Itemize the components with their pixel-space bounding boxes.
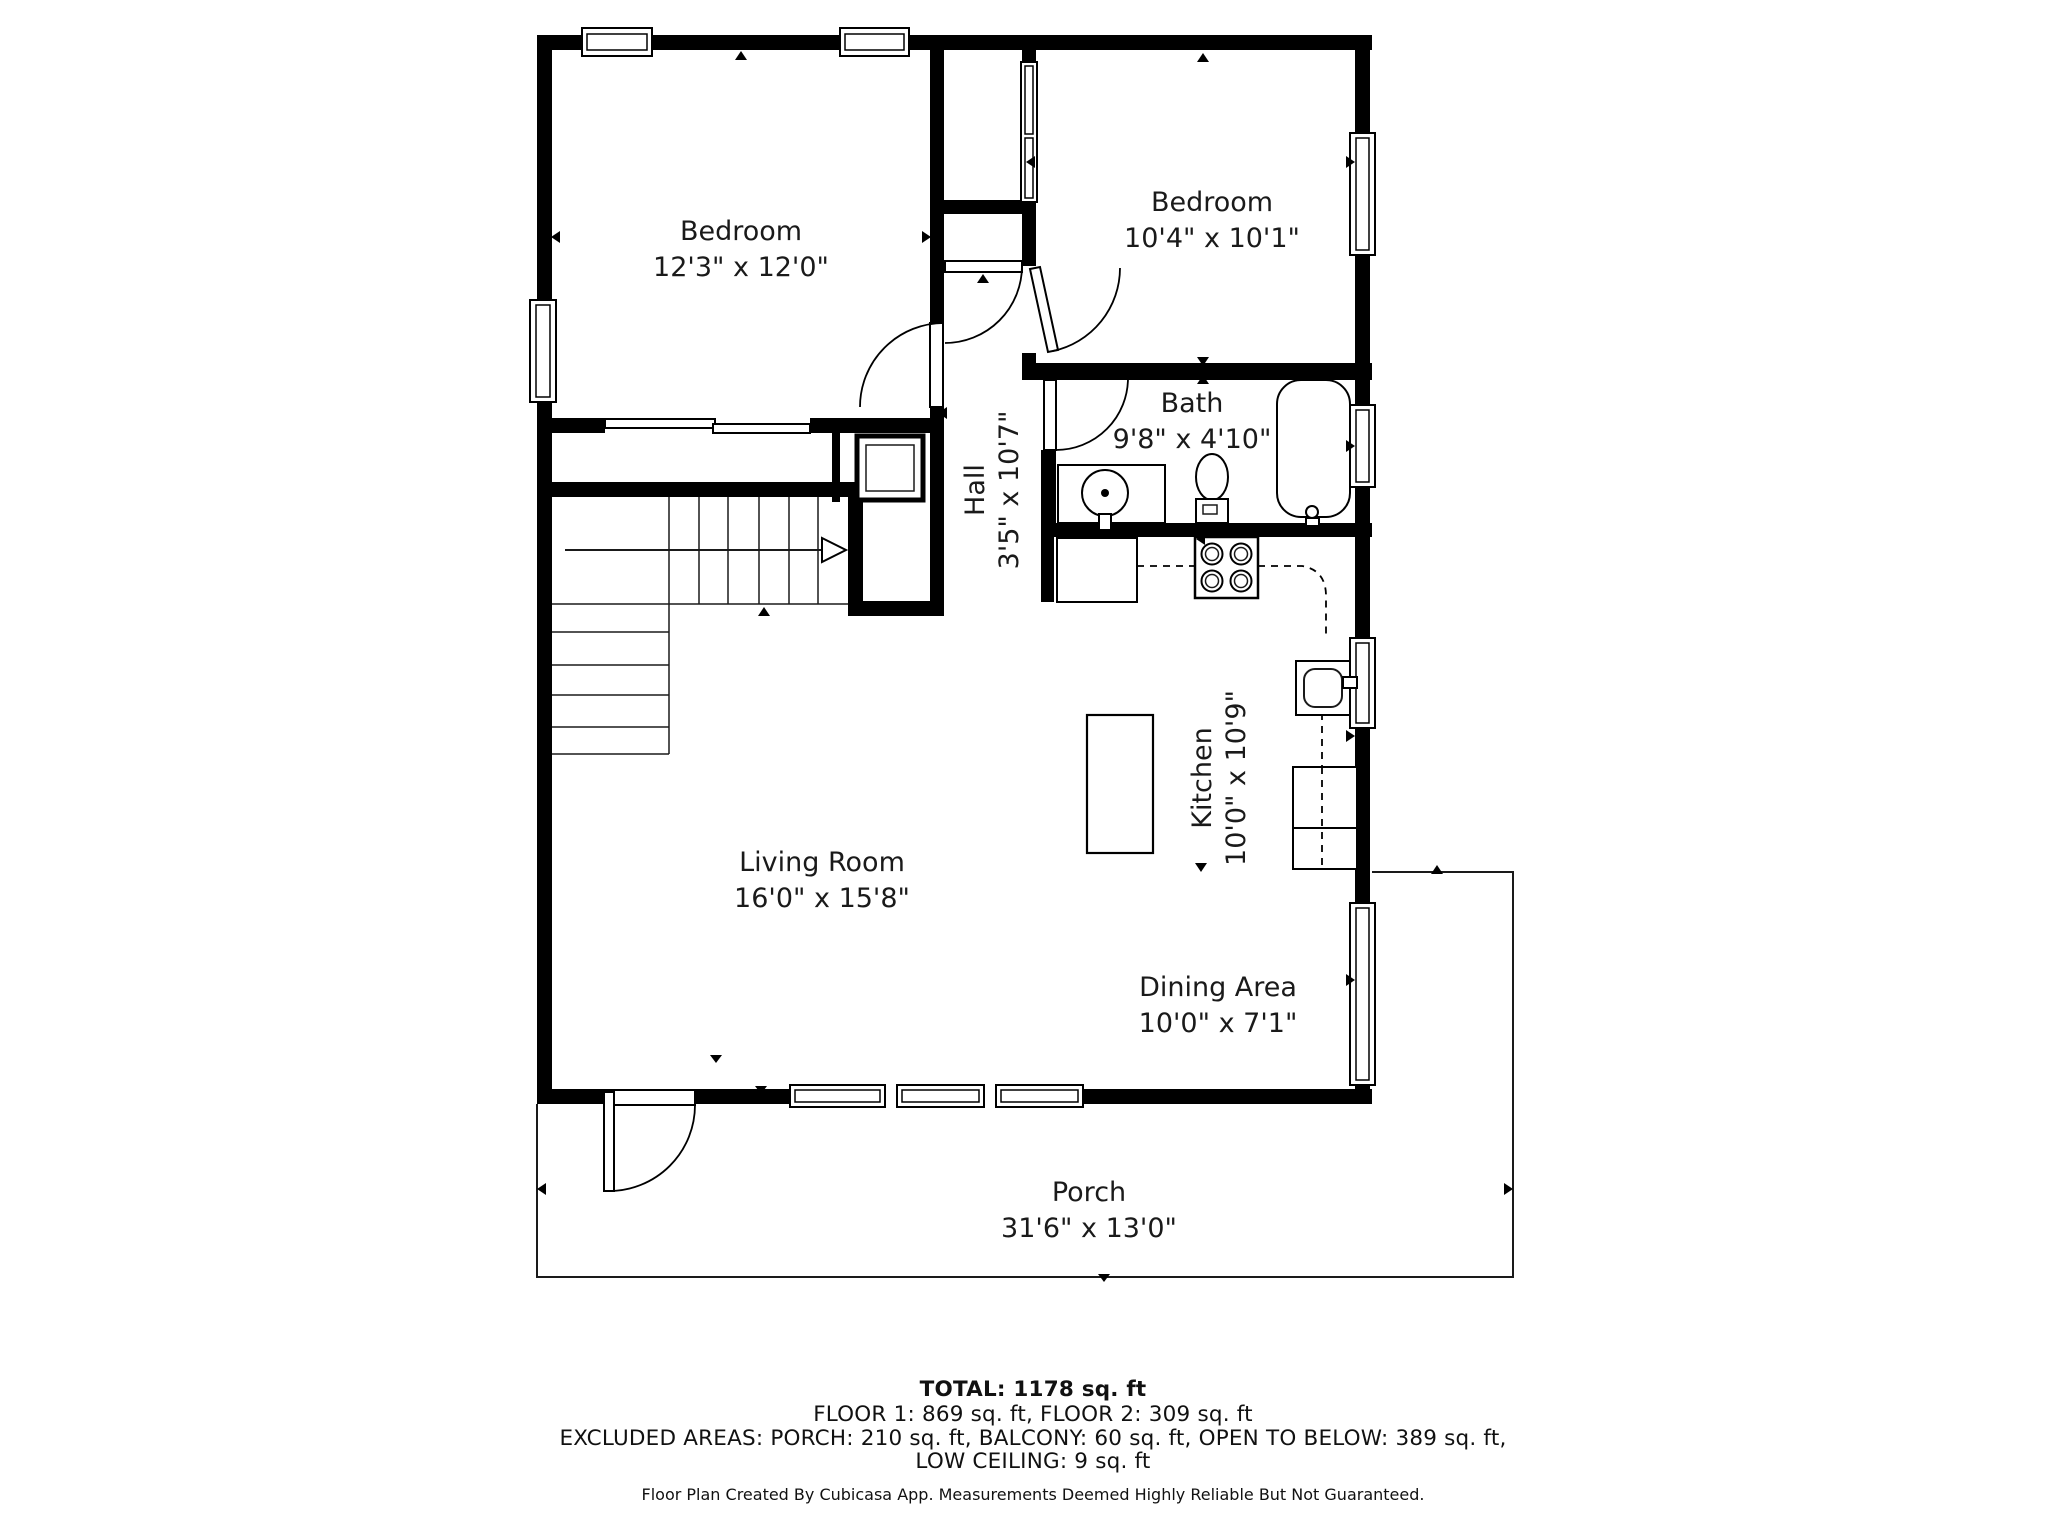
dining-area-dims: 10'0" x 7'1" [1138, 1008, 1298, 1039]
bedroom1-door [860, 323, 944, 407]
bedroom1-label: Bedroom [679, 216, 803, 247]
bedroom2-door [1030, 267, 1120, 352]
window-living-bottom [790, 1085, 1083, 1107]
kitchen-island [1087, 715, 1153, 853]
area-summary [560, 1377, 1507, 1504]
window-bedroom1-top-right [840, 28, 909, 56]
hall-label: Hall [960, 464, 991, 516]
porch-label: Porch [1051, 1177, 1127, 1208]
window-bedroom1-top-left [582, 28, 652, 56]
summary-excluded: EXCLUDED AREAS: PORCH: 210 sq. ft, BALCONY: 60 sq. ft, OPEN TO BELOW: 389 sq. ft, [559, 1426, 1507, 1451]
bedroom2-dims: 10'4" x 10'1" [1124, 223, 1300, 254]
bedroom1-dims: 12'3" x 12'0" [653, 252, 829, 283]
stairs [552, 497, 848, 754]
footer-disclaimer: Floor Plan Created By Cubicasa App. Measurements Deemed Highly Reliable But Not Guaranteed. [641, 1485, 1425, 1504]
kitchen-dims: 10'0" x 10'9" [1221, 690, 1252, 866]
hall-dims: 3'5" x 10'7" [994, 410, 1025, 570]
stair-up-arrow [565, 538, 846, 562]
window-balcony-glass [1021, 62, 1037, 202]
dining-area-label: Dining Area [1139, 972, 1297, 1003]
kitchen-counter [1057, 538, 1137, 602]
window-bedroom1-left [530, 300, 556, 402]
bath-sink [1058, 465, 1165, 530]
summary-floors: FLOOR 1: 869 sq. ft, FLOOR 2: 309 sq. ft [813, 1402, 1253, 1427]
bath-label: Bath [1160, 388, 1224, 419]
kitchen-cabinets [1293, 767, 1357, 869]
living-room-label: Living Room [739, 847, 905, 878]
bath-dims: 9'8" x 4'10" [1112, 424, 1272, 455]
window-bedroom2-right [1350, 133, 1375, 255]
living-room-dims: 16'0" x 15'8" [734, 883, 910, 914]
kitchen-sink [1296, 661, 1357, 715]
hall-top-door [945, 261, 1022, 343]
interior-walls [552, 50, 1372, 616]
toilet [1196, 454, 1228, 523]
bedroom2-label: Bedroom [1150, 187, 1274, 218]
bathtub [1277, 380, 1350, 526]
summary-total: TOTAL: 1178 sq. ft [919, 1377, 1147, 1402]
kitchen-label: Kitchen [1187, 727, 1218, 829]
railing-open-to-below [605, 419, 810, 433]
doors [604, 261, 1128, 1191]
stove [1195, 537, 1258, 598]
summary-low-ceiling: LOW CEILING: 9 sq. ft [915, 1449, 1151, 1474]
porch-dims: 31'6" x 13'0" [1001, 1213, 1177, 1244]
closet [857, 436, 923, 500]
entry-door [604, 1090, 695, 1191]
window-dining-right [1350, 903, 1375, 1085]
